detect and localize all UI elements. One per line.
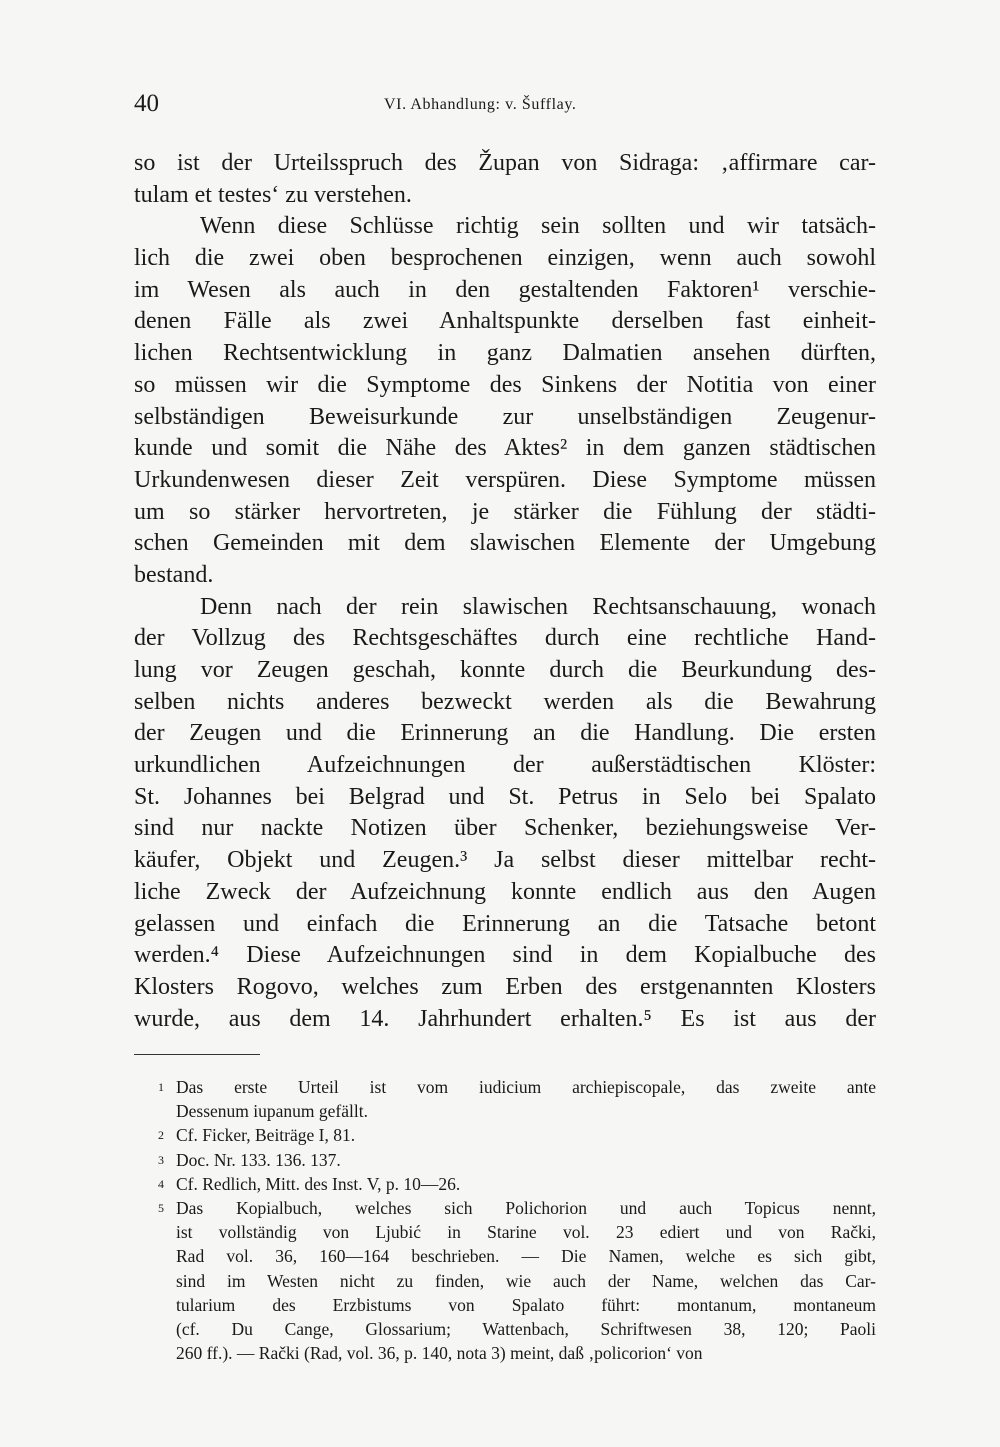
footnote-text: Cf. Redlich, Mitt. des Inst. V, p. 10—26. (176, 1173, 461, 1194)
footnote-text: Dessenum iupanum gefällt. (176, 1101, 368, 1122)
text-line: Urkundenwesen dieser Zeit verspüren. Diese Symptome müssen (134, 466, 876, 493)
footnote-line (158, 1123, 876, 1147)
text-line: käufer, Objekt und Zeugen.³ Ja selbst dieser mittelbar recht- (134, 847, 876, 874)
text-line: selbständigen Beweisurkunde zur unselbständigen Zeugenur- (134, 403, 876, 430)
text-line: liche Zweck der Aufzeichnung konnte endlich aus den Augen (134, 878, 876, 905)
text-line: lich die zwei oben besprochenen einzigen, wenn auch sowohl (134, 245, 876, 272)
footnote-text: Das erste Urteil ist vom iudicium archiepiscopale, das zweite ante (176, 1077, 876, 1097)
footnote-text: Das Kopialbuch, welches sich Polichorion und auch Topicus nennt, (176, 1197, 876, 1218)
text-line: so ist der Urteilsspruch des Župan von Sidraga: ‚affirmare car- (134, 150, 876, 176)
text-line: gelassen und einfach die Erinnerung an die Tatsache betont (134, 910, 876, 937)
text-line: lung vor Zeugen geschah, konnte durch die Beurkundung des- (134, 657, 876, 683)
page-header (134, 90, 876, 126)
footnote-text: 260 ff.). — Rački (Rad, vol. 36, p. 140, nota 3) meint, daß ‚policorion‘ von (176, 1343, 703, 1364)
footnote-text: Rad vol. 36, 160—164 beschrieben. — Die Namen, welche es sich gibt, (176, 1246, 876, 1267)
text-line: der Vollzug des Rechtsgeschäftes durch eine rechtliche Hand- (134, 625, 876, 652)
footnote-line (158, 1172, 876, 1196)
text-line: bestand. (134, 561, 214, 588)
footnote-line (158, 1196, 876, 1220)
text-line: selben nichts anderes bezweckt werden als die Bewahrung (134, 688, 876, 715)
text-line: St. Johannes bei Belgrad und St. Petrus in Selo bei Spalato (134, 783, 876, 810)
main-text (134, 148, 876, 1035)
text-line: Klosters Rogovo, welches zum Erben des erstgenannten Klosters (134, 973, 876, 1000)
footnotes (158, 1075, 876, 1365)
footnote-number: 3 (158, 1152, 164, 1167)
text-line: sind nur nackte Notizen über Schenker, beziehungsweise Ver- (134, 815, 876, 842)
footnote-text: (cf. Du Cange, Glossarium; Wattenbach, Schriftwesen 38, 120; Paoli (176, 1318, 876, 1339)
footnote-text: sind im Westen nicht zu finden, wie auch der Name, welchen das Car- (176, 1270, 876, 1291)
text-line: lichen Rechtsentwicklung in ganz Dalmatien ansehen dürften, (134, 340, 876, 367)
page-number: 40 (134, 90, 159, 117)
footnote-text: ist vollständig von Ljubić in Starine vol. 23 ediert und von Rački, (176, 1222, 876, 1243)
text-line: Denn nach der rein slawischen Rechtsanschauung, wonach (200, 593, 876, 620)
footnote-number: 1 (158, 1080, 164, 1094)
text-line: um so stärker hervortreten, je stärker die Fühlung der städti- (134, 498, 876, 525)
text-line: der Zeugen und die Erinnerung an die Handlung. Die ersten (134, 720, 876, 747)
text-line: so müssen wir die Symptome des Sinkens der Notitia von einer (134, 371, 876, 398)
text-line: wurde, aus dem 14. Jahrhundert erhalten.⁵ Es ist aus der (134, 1005, 876, 1032)
text-line: denen Fälle als zwei Anhaltspunkte derselben fast einheit- (134, 308, 876, 335)
footnote-number: 5 (158, 1200, 164, 1215)
text-line: kunde und somit die Nähe des Aktes² in dem ganzen städtischen (134, 435, 876, 462)
footnote-divider (134, 1054, 260, 1055)
footnote-line (158, 1075, 876, 1099)
running-head: VI. Abhandlung: v. Šufflay. (384, 96, 577, 113)
footnote-text: Doc. Nr. 133. 136. 137. (176, 1149, 341, 1170)
text-line: im Wesen als auch in den gestaltenden Faktoren¹ verschie- (134, 276, 876, 303)
footnote-number: 2 (158, 1128, 164, 1143)
footnote-number: 4 (158, 1176, 164, 1191)
text-line: urkundlichen Aufzeichnungen der außerstädtischen Klöster: (134, 752, 876, 779)
footnote-line (158, 1148, 876, 1172)
text-line: schen Gemeinden mit dem slawischen Elemente der Umgebung (134, 530, 876, 557)
text-line: tulam et testes‘ zu verstehen. (134, 181, 412, 208)
footnote-text: tularium des Erzbistums von Spalato führt: montanum, montaneum (176, 1294, 876, 1315)
footnote-text: Cf. Ficker, Beiträge I, 81. (176, 1125, 356, 1146)
text-line: Wenn diese Schlüsse richtig sein sollten und wir tatsäch- (200, 213, 876, 240)
text-line: werden.⁴ Diese Aufzeichnungen sind in dem Kopialbuche des (134, 942, 876, 969)
